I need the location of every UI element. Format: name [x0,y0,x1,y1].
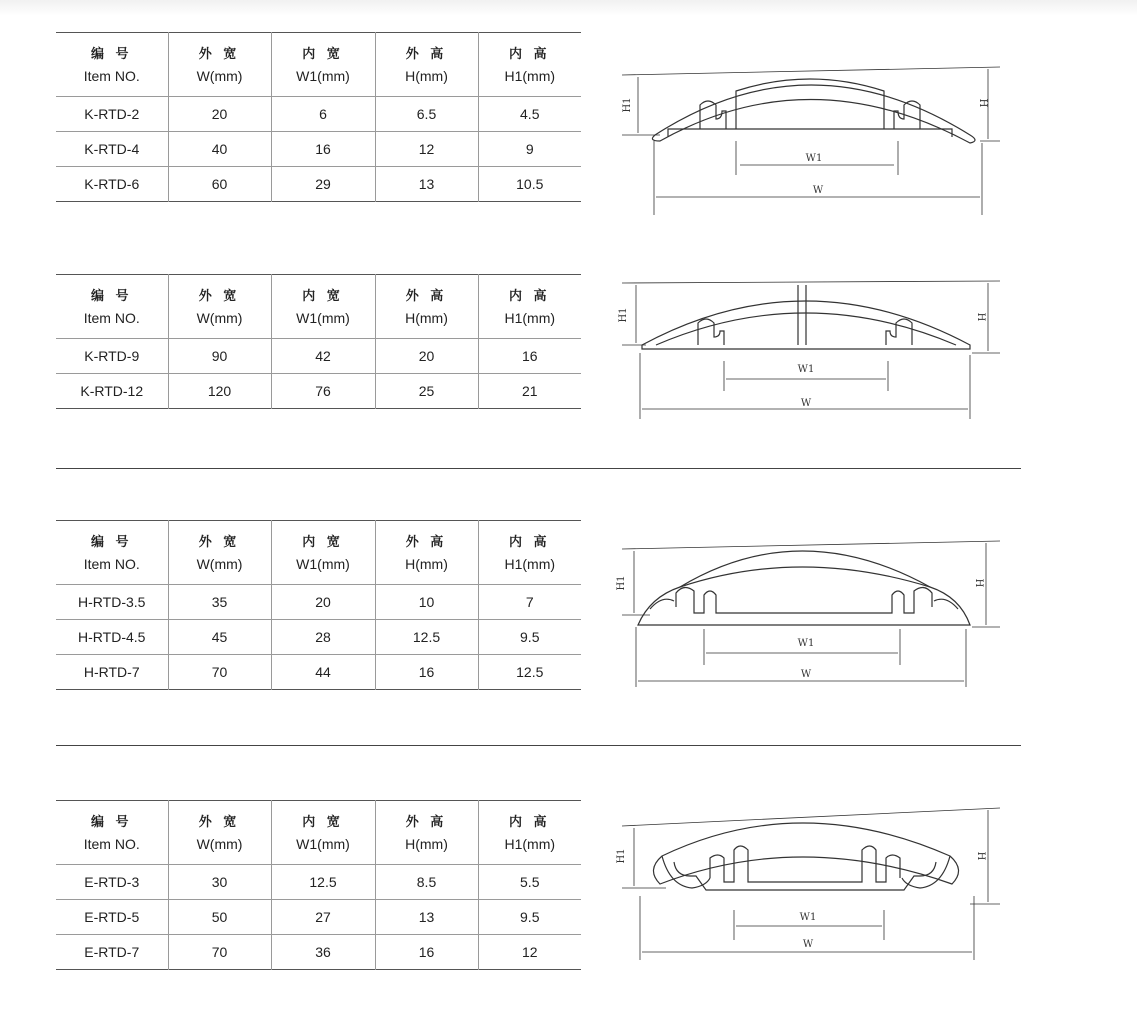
item-no-cell: K-RTD-12 [80,383,144,399]
cable-cover-profile [638,551,970,625]
item-no-cell: H-RTD-4.5 [78,629,146,645]
inner-width-cell: 42 [271,339,375,374]
outer-height-cell: 16 [375,655,478,690]
header-outer-height: 外 高 H(mm) [375,33,478,97]
outer-height-cell: 13 [375,167,478,202]
w1-dimension-label: W1 [799,912,817,923]
spec-table-2 [56,274,581,409]
inner-width-cell: 76 [271,374,375,409]
table-row [56,585,581,620]
w-dimension-label: W [812,185,824,196]
outer-height-cell: 12 [375,132,478,167]
table-row [56,132,581,167]
outer-width-cell: 60 [168,167,271,202]
outer-width-cell: 70 [168,935,271,970]
table-row [56,167,581,202]
outer-height-cell: 8.5 [375,865,478,900]
header-inner-height: 内 高 H1(mm) [478,275,581,339]
w1-dimension-label: W1 [797,364,815,375]
table-row [56,97,581,132]
outer-width-cell: 40 [168,132,271,167]
outer-width-cell: 35 [168,585,271,620]
outer-width-cell: 120 [168,374,271,409]
outer-width-cell: 45 [168,620,271,655]
outer-height-cell: 16 [375,935,478,970]
inner-height-cell: 10.5 [478,167,581,202]
table-row [56,865,581,900]
cable-cover-profile [642,285,970,349]
header-inner-width: 内 宽 W1(mm) [271,801,375,865]
header-outer-width: 外 宽 W(mm) [168,33,271,97]
inner-height-cell: 21 [478,374,581,409]
inner-width-cell: 36 [271,935,375,970]
outer-height-cell: 12.5 [375,620,478,655]
outer-height-cell: 10 [375,585,478,620]
inner-height-cell: 9.5 [478,620,581,655]
item-no-cell: E-RTD-7 [84,944,140,960]
inner-width-cell: 20 [271,585,375,620]
table-row [56,655,581,690]
cable-cover-profile [653,823,958,890]
header-item-no: 编 号 Item NO. [83,45,140,84]
header-item-no: 编 号 Item NO. [83,533,140,572]
outer-height-cell: 25 [375,374,478,409]
h1-dimension-label: H1 [616,575,627,591]
table-row [56,900,581,935]
header-inner-width: 内 宽 W1(mm) [271,275,375,339]
header-inner-width: 内 宽 W1(mm) [271,521,375,585]
outer-height-cell: 6.5 [375,97,478,132]
inner-height-cell: 5.5 [478,865,581,900]
inner-width-cell: 29 [271,167,375,202]
spec-table-1 [56,32,581,202]
inner-width-cell: 28 [271,620,375,655]
outer-width-cell: 70 [168,655,271,690]
top-shade [0,0,1137,16]
inner-height-cell: 12.5 [478,655,581,690]
table-row [56,935,581,970]
header-outer-height: 外 高 H(mm) [375,275,478,339]
item-no-cell: H-RTD-3.5 [78,594,146,610]
cable-cover-profile [652,79,975,143]
table-row [56,374,581,409]
h1-dimension-label: H1 [622,97,633,113]
w1-dimension-label: W1 [805,153,823,164]
inner-width-cell: 27 [271,900,375,935]
w-dimension-label: W [800,398,812,409]
section-divider-2 [56,745,1021,746]
section-divider-1 [56,468,1021,469]
item-no-cell: K-RTD-6 [84,176,140,192]
h-dimension-label: H [977,98,988,108]
table-row [56,339,581,374]
header-item-no: 编 号 Item NO. [83,287,140,326]
outer-height-cell: 13 [375,900,478,935]
header-inner-height: 内 高 H1(mm) [478,33,581,97]
header-outer-width: 外 宽 W(mm) [168,521,271,585]
item-no-cell: K-RTD-2 [84,106,140,122]
inner-height-cell: 12 [478,935,581,970]
inner-width-cell: 12.5 [271,865,375,900]
inner-width-cell: 44 [271,655,375,690]
header-outer-height: 外 高 H(mm) [375,801,478,865]
header-inner-height: 内 高 H1(mm) [478,801,581,865]
header-outer-width: 外 宽 W(mm) [168,801,271,865]
inner-width-cell: 6 [271,97,375,132]
profile-drawing-k-large [610,275,1010,425]
h1-dimension-label: H1 [618,307,629,323]
spec-table-3 [56,520,581,690]
table-row [56,620,581,655]
outer-width-cell: 90 [168,339,271,374]
profile-drawing-k-small [610,55,1010,220]
inner-height-cell: 9.5 [478,900,581,935]
header-item-no: 编 号 Item NO. [83,813,140,852]
outer-height-cell: 20 [375,339,478,374]
w-dimension-label: W [802,939,814,950]
profile-drawing-e [610,800,1010,965]
header-outer-height: 外 高 H(mm) [375,521,478,585]
item-no-cell: H-RTD-7 [83,664,140,680]
inner-height-cell: 9 [478,132,581,167]
profile-drawing-h [610,535,1010,695]
w-dimension-label: W [800,669,812,680]
h-dimension-label: H [975,312,986,322]
inner-height-cell: 4.5 [478,97,581,132]
h1-dimension-label: H1 [616,848,627,864]
outer-width-cell: 30 [168,865,271,900]
header-inner-width: 内 宽 W1(mm) [271,33,375,97]
h-dimension-label: H [975,851,986,861]
h-dimension-label: H [973,578,984,588]
item-no-cell: E-RTD-3 [84,874,140,890]
table-header-row [56,801,581,865]
spec-table-4 [56,800,581,970]
inner-height-cell: 16 [478,339,581,374]
outer-width-cell: 50 [168,900,271,935]
table-header-row [56,33,581,97]
table-header-row [56,521,581,585]
item-no-cell: E-RTD-5 [84,909,140,925]
inner-height-cell: 7 [478,585,581,620]
header-inner-height: 内 高 H1(mm) [478,521,581,585]
inner-width-cell: 16 [271,132,375,167]
w1-dimension-label: W1 [797,638,815,649]
header-outer-width: 外 宽 W(mm) [168,275,271,339]
outer-width-cell: 20 [168,97,271,132]
table-header-row [56,275,581,339]
item-no-cell: K-RTD-9 [84,348,140,364]
item-no-cell: K-RTD-4 [84,141,140,157]
